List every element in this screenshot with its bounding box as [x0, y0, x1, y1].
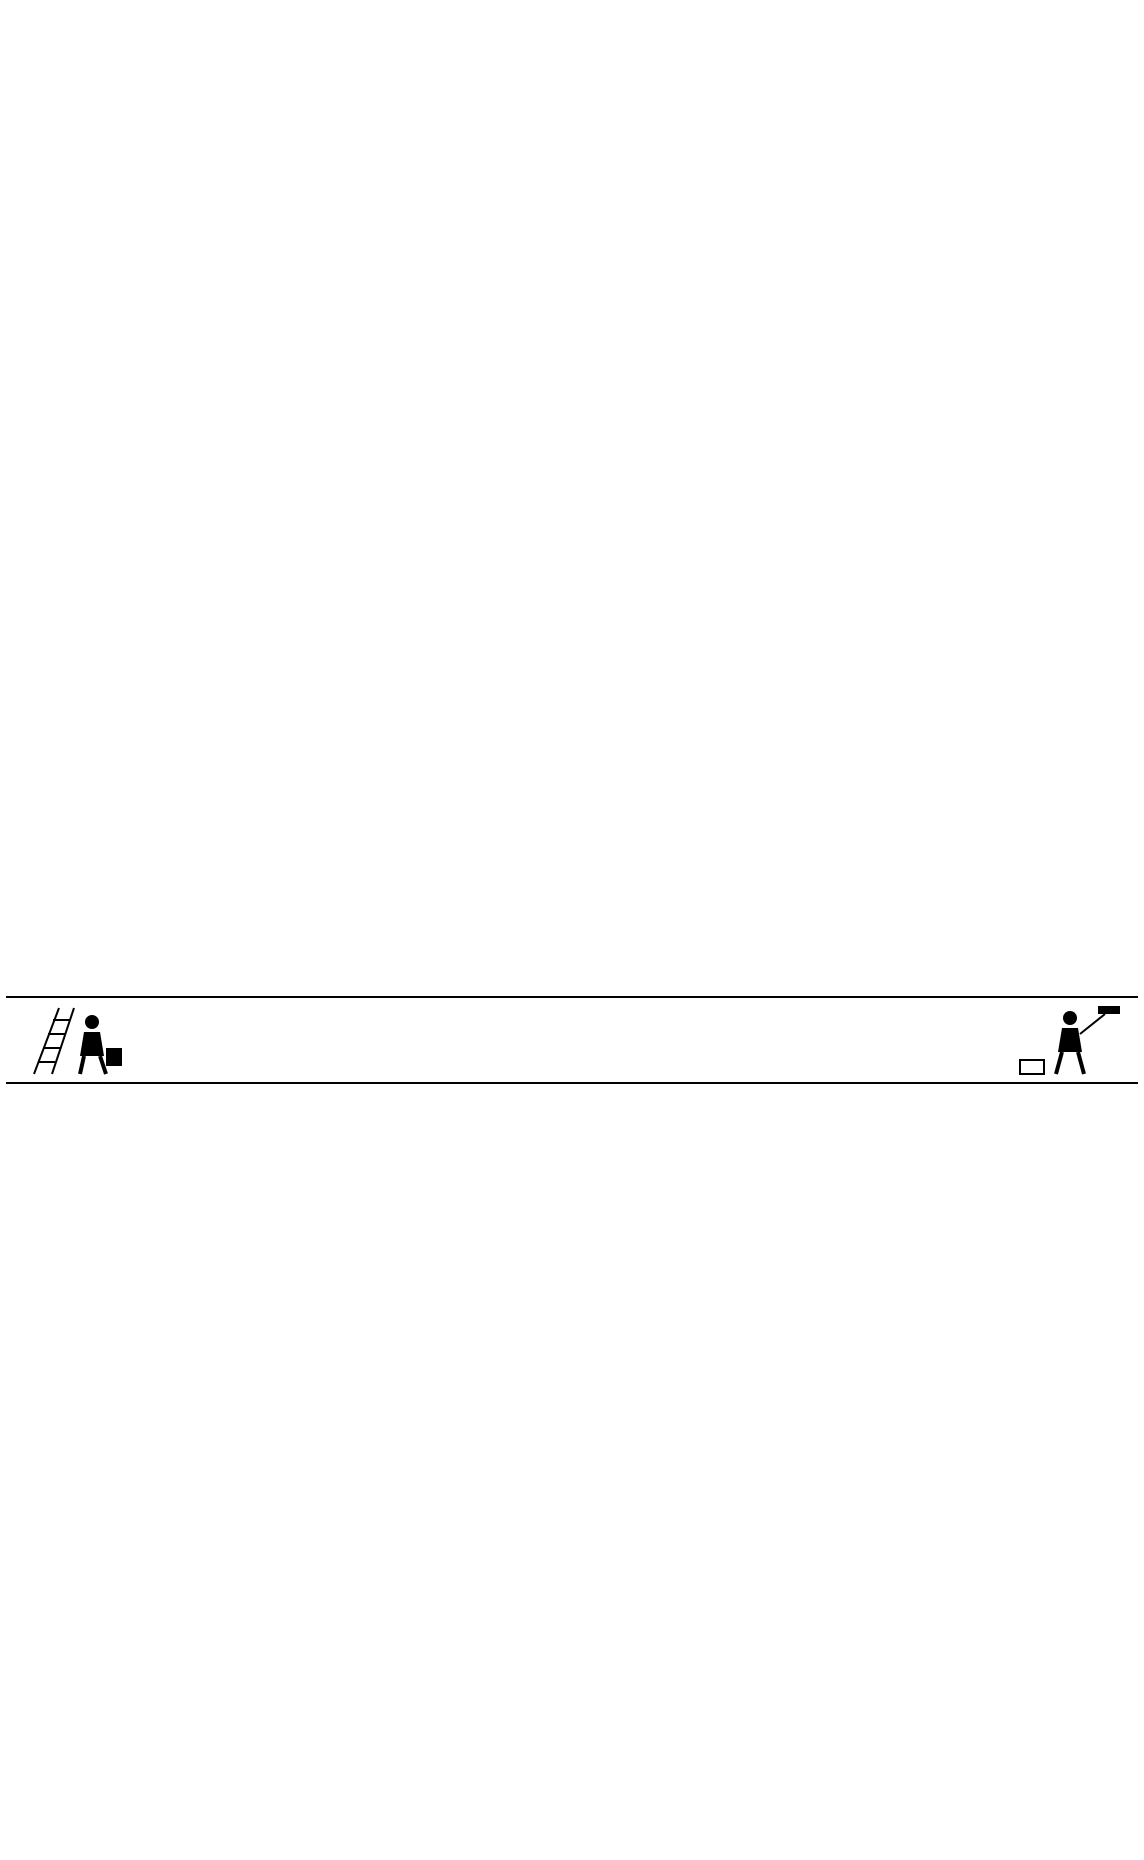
- classified-page: [6, 0, 1138, 1860]
- painter-roller-illustration: [1010, 1004, 1130, 1076]
- top-classified-columns: [6, 16, 1138, 994]
- worker-ladder-illustration: [14, 1004, 134, 1076]
- page-folio: [6, 2, 1138, 16]
- home-service-guide-columns: [6, 1084, 1138, 1846]
- home-service-guide-banner: [6, 996, 1138, 1084]
